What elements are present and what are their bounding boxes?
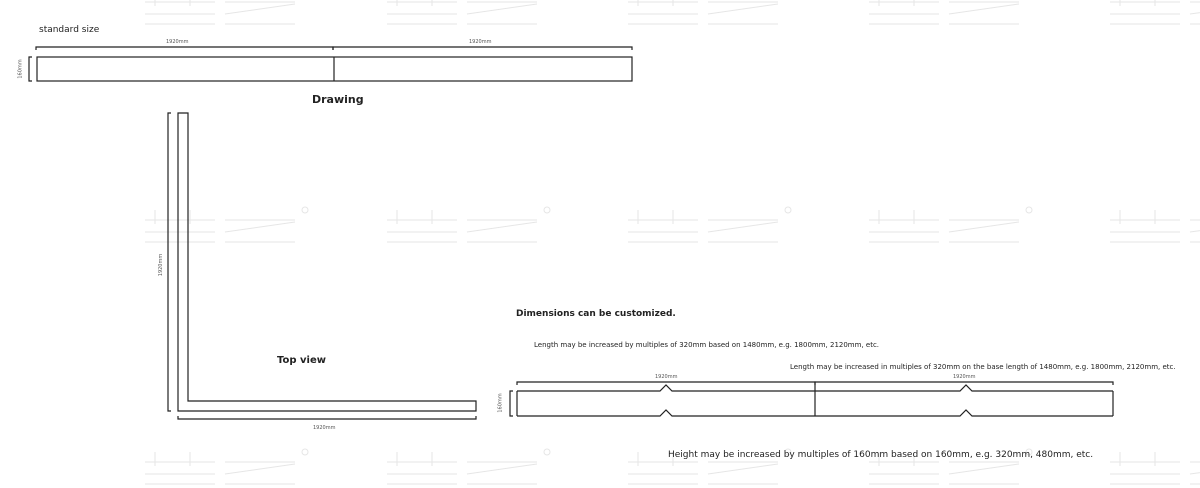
watermark-logo [628,0,791,24]
l-shape-top-view [168,113,476,419]
watermark-logo [145,449,308,484]
watermark-logo [628,207,791,242]
standard-size-title: standard size [39,25,100,35]
custom-left-length-label: 1920mm [655,374,678,380]
watermark-logo [145,0,308,24]
standard-height-label: 160mm [17,59,24,79]
l-horizontal-dimension-line [178,416,476,419]
custom-height-label: 160mm [497,393,504,413]
l-horizontal-length-label: 1920mm [313,425,336,431]
l-outline [178,113,476,411]
custom-right-dimension-line [815,382,1113,385]
watermark-logo [1110,0,1200,24]
top-view-label: Top view [277,355,326,366]
l-vertical-dimension-line [168,113,171,411]
watermark-logo [869,0,1032,24]
watermark-logo [387,0,550,24]
standard-height-bracket [29,57,32,81]
l-vertical-length-label: 1920mm [158,253,165,277]
standard-right-length-label: 1920mm [469,39,492,45]
custom-length-note-2: Length may be increased in multiples of 320mm on the base length of 1480mm, e.g. 1800mm, 2120mm, etc. [790,363,1176,371]
standard-size-drawing [29,47,632,81]
drawing-title: Drawing [312,93,364,106]
watermark-logo [1110,207,1200,242]
custom-length-note-1: Length may be increased by multiples of 320mm based on 1480mm, e.g. 1800mm, 2120mm, etc. [534,341,880,349]
standard-left-length-label: 1920mm [166,39,189,45]
standard-right-dimension-line [333,47,632,50]
custom-heading: Dimensions can be customized. [516,309,676,319]
watermark-logo [869,207,1032,242]
watermark-logo [387,207,550,242]
watermark-logo [145,207,308,242]
standard-left-dimension-line [36,47,333,50]
custom-height-bracket [510,391,513,416]
custom-right-length-label: 1920mm [953,374,976,380]
custom-size-drawing [510,382,1113,416]
custom-height-note: Height may be increased by multiples of 160mm based on 160mm, e.g. 320mm, 480mm, etc. [668,450,1094,460]
watermark-logo [387,449,550,484]
watermark-logo [1110,449,1200,484]
